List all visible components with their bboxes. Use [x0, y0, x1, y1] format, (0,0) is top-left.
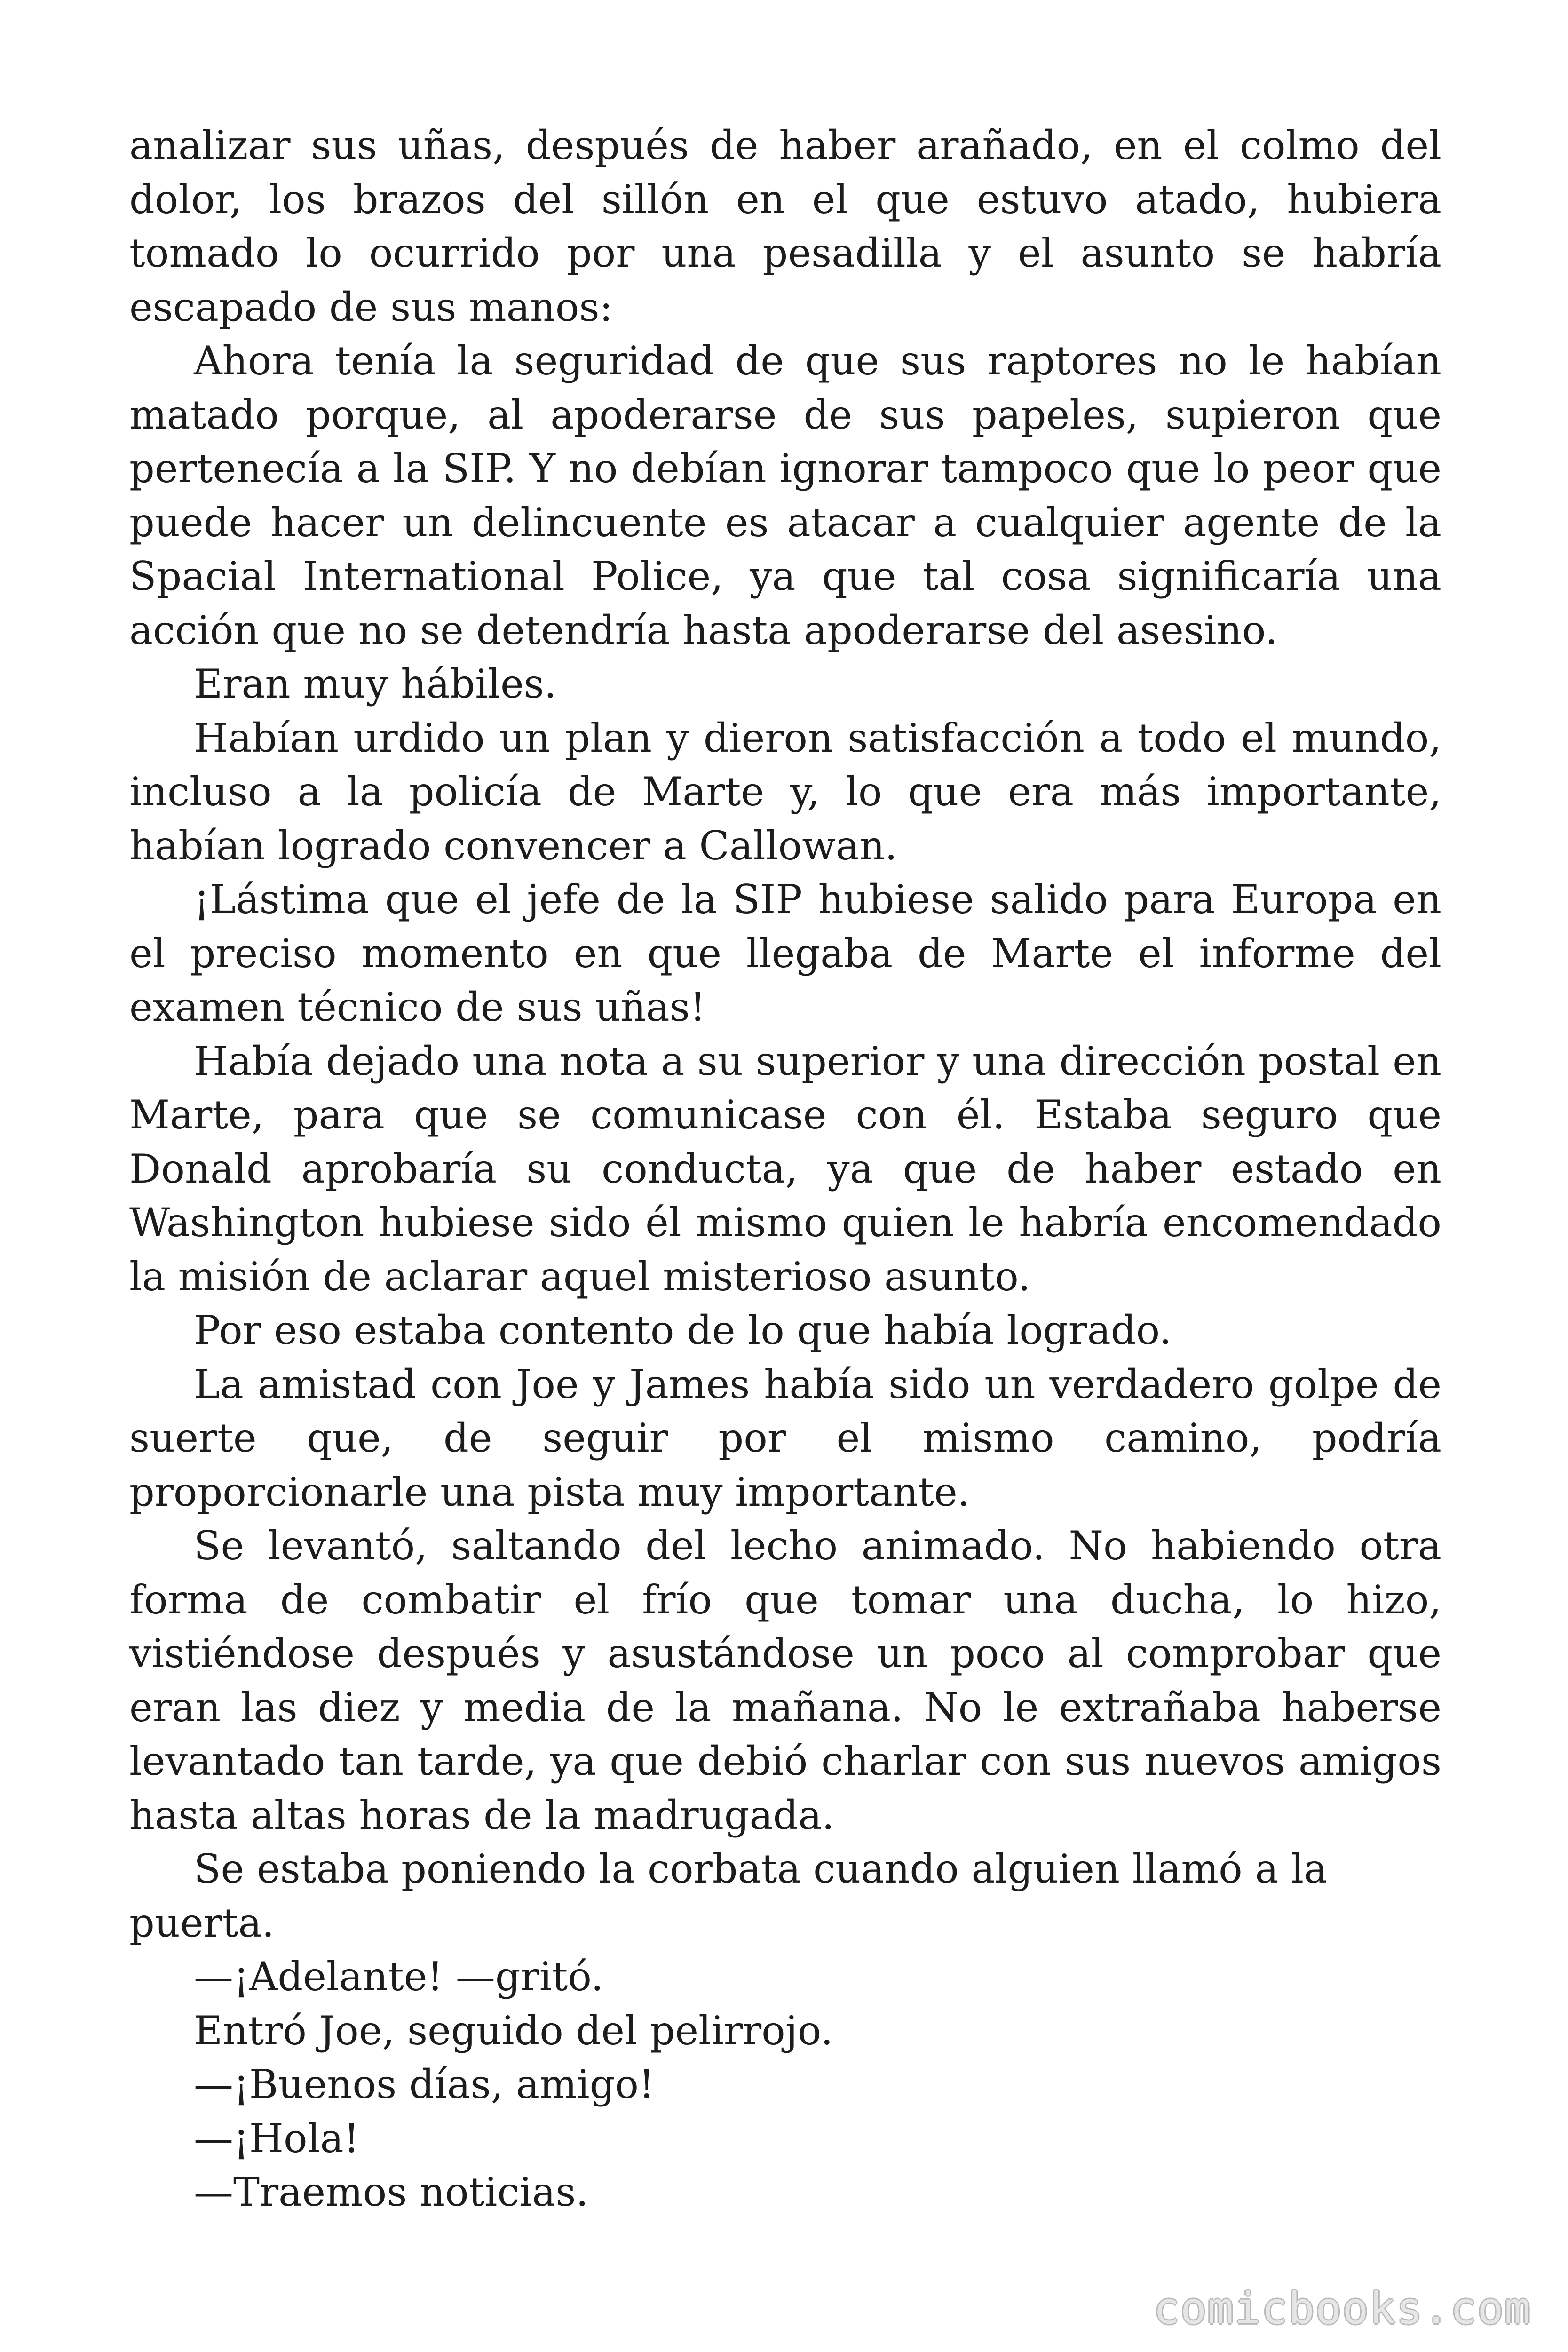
- paragraph: Se estaba poniendo la corbata cuando alguien llamó a la puerta.: [129, 1846, 1328, 1946]
- body-text: [129, 119, 1441, 2219]
- paragraph: Habían urdido un plan y dieron satisfacción a todo el mundo, incluso a la policía de Marte y, lo que era más importante, habían logrado convencer a Callowan.: [129, 715, 1441, 869]
- dialogue-line: —¡Buenos días, amigo!: [194, 2061, 655, 2107]
- paragraph: analizar sus uñas, después de haber arañado, en el colmo del dolor, los brazos del sillón en el que estuvo atado, hubiera tomado lo ocurrido por una pesadilla y el asunto se habría escapado de sus manos:: [129, 122, 1441, 330]
- paragraph: Por eso estaba contento de lo que había logrado.: [194, 1307, 1172, 1353]
- paragraph: Entró Joe, seguido del pelirrojo.: [194, 2007, 833, 2054]
- dialogue-line: —¡Adelante! —gritó.: [194, 1954, 604, 2000]
- paragraph: Había dejado una nota a su superior y una dirección postal en Marte, para que se comunicase con él. Estaba seguro que Donald aprobaría su conducta, ya que de haber estado en Washington hubiese sido él mismo quien le habría encomendado la misión de aclarar aquel misterioso asunto.: [129, 1038, 1441, 1300]
- watermark: comicbooks.com: [1153, 2283, 1531, 2334]
- dialogue-line: —Traemos noticias.: [194, 2169, 589, 2215]
- dialogue-line: —¡Hola!: [194, 2115, 360, 2161]
- paragraph: Ahora tenía la seguridad de que sus raptores no le habían matado porque, al apoderarse de sus papeles, supieron que pertenecía a la SIP. Y no debían ignorar tampoco que lo peor que puede hacer un delincuente es atacar a cualquier agente de la Spacial International Police, ya que tal cosa significaría una acción que no se detendría hasta apoderarse del asesino.: [129, 338, 1441, 653]
- paragraph: Eran muy hábiles.: [194, 661, 557, 707]
- paragraph: Se levantó, saltando del lecho animado. No habiendo otra forma de combatir el frío que tomar una ducha, lo hizo, vistiéndose después y asustándose un poco al comprobar que eran las diez y media de la mañana. No le extrañaba haberse levantado tan tarde, ya que debió charlar con sus nuevos amigos hasta altas horas de la madrugada.: [129, 1523, 1441, 1838]
- paragraph: La amistad con Joe y James había sido un verdadero golpe de suerte que, de seguir por el mismo camino, podría proporcionarle una pista muy importante.: [129, 1361, 1441, 1515]
- paragraph: ¡Lástima que el jefe de la SIP hubiese salido para Europa en el preciso momento en que llegaba de Marte el informe del examen técnico de sus uñas!: [129, 876, 1441, 1030]
